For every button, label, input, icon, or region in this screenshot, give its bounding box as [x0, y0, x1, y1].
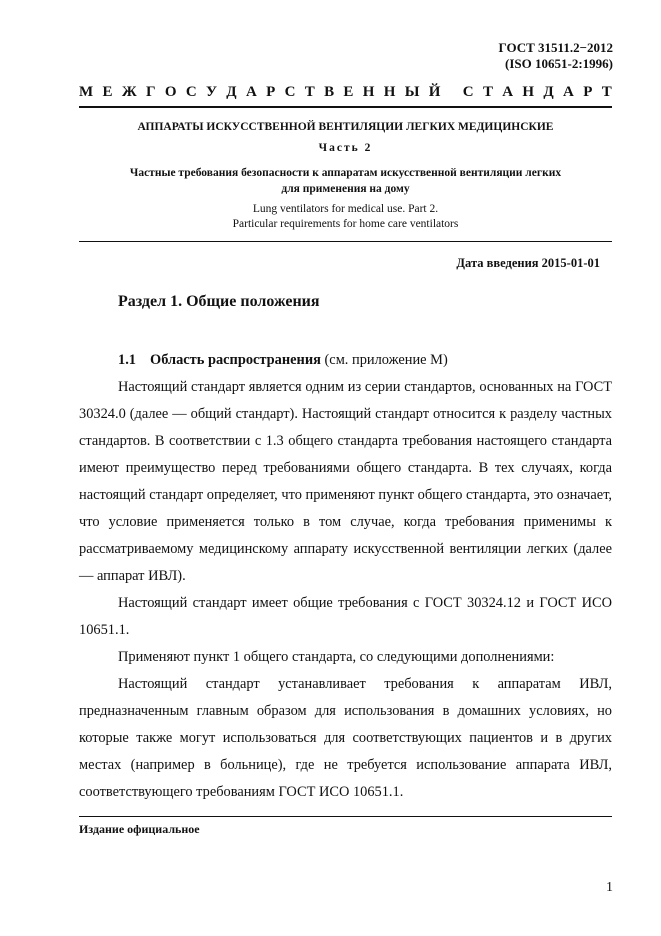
- english-title-line: Particular requirements for home care ventilators: [232, 218, 459, 230]
- banner-letter: Р: [583, 84, 593, 100]
- banner-letter: В: [324, 84, 335, 100]
- banner-letter: А: [245, 84, 257, 100]
- body-paragraph: Настоящий стандарт является одним из серии стандартов, основанных на ГОСТ 30324.0 (далее — общий стандарт). Настоящий стандарт относится к разделу частных стандартов. В соответствии с 1.3 общего стандарта требования настоящего стандарта имеют преимущество перед требованиями общего стандарта. В тех случаях, когда настоящий стандарт определяет, что применяют пункт общего стандарта, это означает, что условие применяется только в том случае, когда требования применимы к рассматриваемому медицинскому аппарату искусственной вентиляции легких (далее — аппарат ИВЛ).: [79, 379, 612, 584]
- banner-divider: [79, 106, 612, 108]
- english-title-line: Lung ventilators for medical use. Part 2.: [252, 203, 439, 215]
- body-paragraph: Настоящий стандарт устанавливает требования к аппаратам ИВЛ, предназначенным главным образом для использования в домашних условиях, но которые также могут использоваться для соответствующих пациентов и в других местах (например в больнице), где не требуется использование аппарата ИВЛ, соответствующего требованиям ГОСТ ИСО 10651.1.: [79, 676, 612, 800]
- banner-letter: Т: [482, 84, 493, 100]
- section-heading: Раздел 1. Общие положения: [118, 293, 320, 310]
- subtitle-line: Частные требования безопасности к аппаратам искусственной вентиляции легких: [129, 167, 562, 179]
- clause-title: Область распространения: [150, 352, 321, 368]
- clause-number: 1.1: [118, 352, 136, 368]
- banner-letter: Ж: [121, 84, 137, 100]
- banner-letter: С: [185, 84, 197, 100]
- banner-letter: Е: [343, 84, 354, 100]
- standard-identifier: [499, 40, 613, 72]
- interstate-standard-banner: [79, 84, 612, 101]
- banner-letter: М: [79, 84, 94, 100]
- banner-letter: У: [205, 84, 217, 100]
- banner-letter: Д: [543, 84, 554, 100]
- banner-letter: Н: [383, 84, 396, 100]
- banner-letter: Г: [145, 84, 156, 100]
- subtitle-line: для применения на дому: [281, 183, 410, 195]
- banner-letter: А: [502, 84, 514, 100]
- page-number: 1: [606, 880, 613, 895]
- document-body: [79, 347, 612, 806]
- banner-letter: Й: [428, 84, 441, 100]
- banner-letter: Т: [304, 84, 315, 100]
- banner-letter: А: [563, 84, 574, 100]
- introduction-date: Дата введения 2015-01-01: [456, 256, 600, 270]
- footer-divider: [79, 816, 612, 817]
- english-title: [79, 202, 612, 232]
- banner-letter: Р: [266, 84, 276, 100]
- part-label: Часть 2: [318, 142, 373, 154]
- document-title: АППАРАТЫ ИСКУССТВЕННОЙ ВЕНТИЛЯЦИИ ЛЕГКИХ МЕДИЦИНСКИЕ: [137, 121, 554, 133]
- clause-heading: [79, 347, 612, 374]
- clause-note: (см. приложение М): [320, 352, 448, 368]
- banner-letter: О: [164, 84, 177, 100]
- banner-letter: Е: [102, 84, 113, 100]
- banner-letter: Ы: [404, 84, 420, 100]
- banner-letter: Т: [601, 84, 612, 100]
- banner-letter: Н: [362, 84, 375, 100]
- banner-letter: С: [462, 84, 474, 100]
- banner-letter: С: [284, 84, 296, 100]
- banner-gap: [450, 84, 454, 101]
- body-paragraph: Настоящий стандарт имеет общие требования с ГОСТ 30324.12 и ГОСТ ИСО 10651.1.: [79, 595, 612, 638]
- iso-number: (ISO 10651-2:1996): [505, 56, 613, 71]
- document-subtitle: [79, 165, 612, 197]
- edition-label: Издание официальное: [79, 822, 200, 836]
- body-paragraph: Применяют пункт 1 общего стандарта, со следующими дополнениями:: [118, 649, 555, 665]
- title-divider: [79, 241, 612, 242]
- standard-number: ГОСТ 31511.2−2012: [498, 40, 613, 55]
- banner-letter: Д: [226, 84, 237, 100]
- banner-letter: Н: [522, 84, 535, 100]
